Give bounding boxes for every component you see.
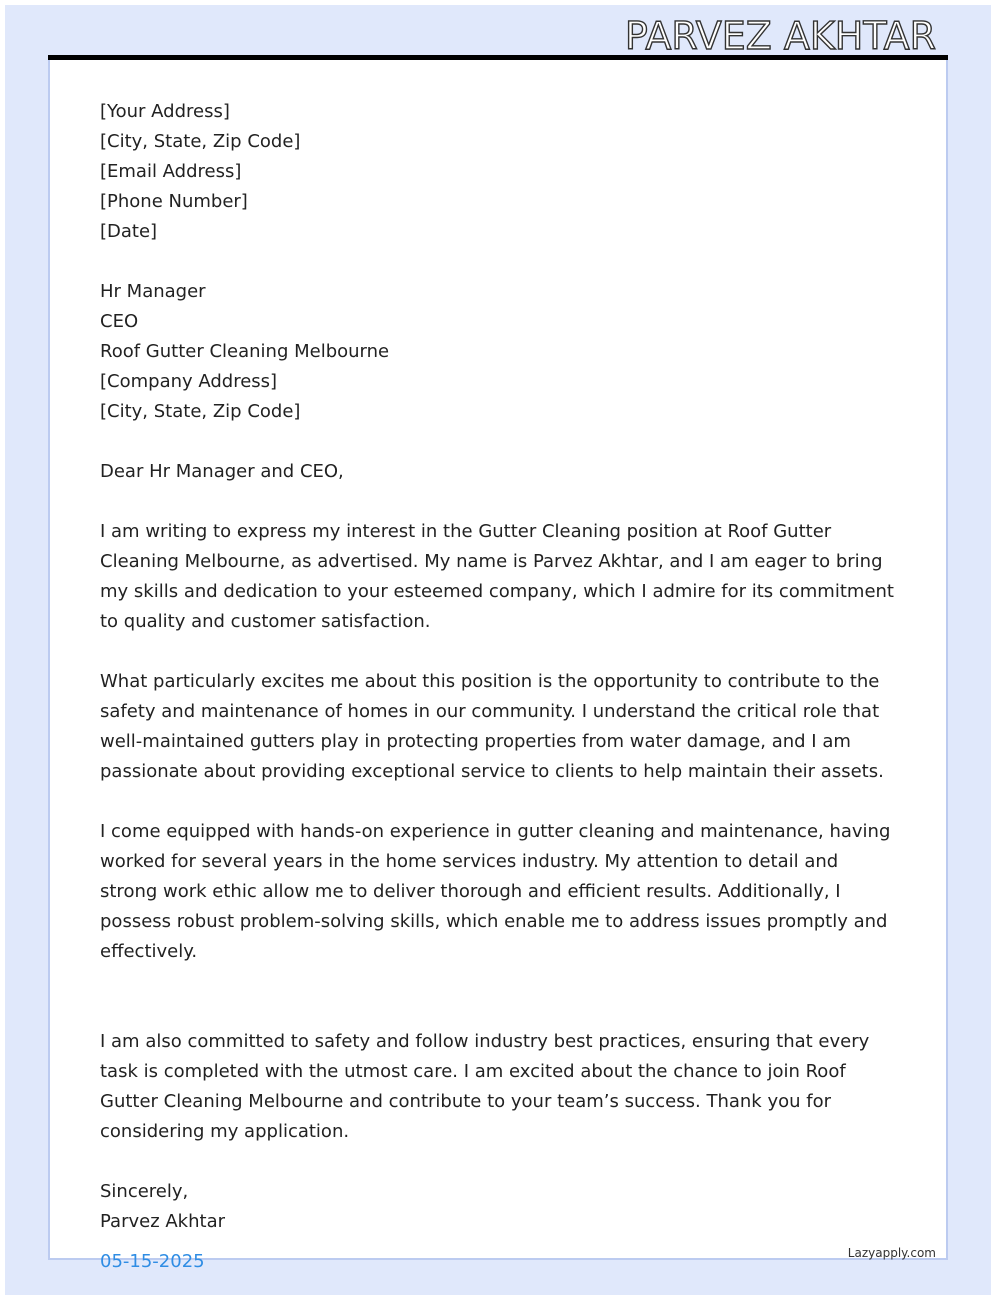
spacer <box>100 1147 900 1177</box>
watermark-text: Lazyapply.com <box>847 1246 936 1260</box>
recipient-company: Roof Gutter Cleaning Melbourne <box>100 341 390 362</box>
sender-email: [Email Address] <box>100 161 242 182</box>
letter-date: 05-15-2025 <box>100 1251 205 1272</box>
sender-address: [Your Address] <box>100 101 230 122</box>
recipient-city-state-zip: [City, State, Zip Code] <box>100 401 301 422</box>
spacer <box>100 637 900 667</box>
cover-letter-body <box>100 97 900 1277</box>
spacer <box>100 427 900 457</box>
sender-city-state-zip: [City, State, Zip Code] <box>100 131 301 152</box>
valediction: Sincerely, <box>100 1181 189 1202</box>
paragraph-intro: I am writing to express my interest in the Gutter Cleaning position at Roof Gutter Cleaning Melbourne, as advertised. My name is Parvez Akhtar, and I am eager to bring my skills and dedication to your esteemed company, which I admire for its commitment to quality and customer satisfaction. <box>100 521 894 632</box>
signature-name: Parvez Akhtar <box>100 1211 226 1232</box>
paragraph-motivation: What particularly excites me about this position is the opportunity to contribute to the safety and maintenance of homes in our community. I understand the critical role that well-maintained gutters play in protecting properties from water damage, and I am passionate about providing exceptional service to clients to help maintain their assets. <box>100 671 884 782</box>
salutation: Dear Hr Manager and CEO, <box>100 461 344 482</box>
paragraph-closing: I am also committed to safety and follow industry best practices, ensuring that every task is completed with the utmost care. I am excited about the chance to join Roof Gutter Cleaning Melbourne and contribute to your team’s success. Thank you for considering my application. <box>100 1031 870 1142</box>
spacer <box>100 487 900 517</box>
applicant-name-header: PARVEZ AKHTAR <box>624 14 936 58</box>
recipient-title-hr: Hr Manager <box>100 281 206 302</box>
sender-date: [Date] <box>100 221 158 242</box>
paragraph-experience: I come equipped with hands-on experience in gutter cleaning and maintenance, having worked for several years in the home services industry. My attention to detail and strong work ethic allow me to deliver thorough and efficient results. Additionally, I possess robust problem-solving skills, which enable me to address issues promptly and effectively. <box>100 821 891 962</box>
recipient-title-ceo: CEO <box>100 311 139 332</box>
spacer <box>100 787 900 817</box>
spacer <box>100 247 900 277</box>
sender-phone: [Phone Number] <box>100 191 248 212</box>
recipient-company-address: [Company Address] <box>100 371 278 392</box>
spacer <box>100 967 900 1027</box>
